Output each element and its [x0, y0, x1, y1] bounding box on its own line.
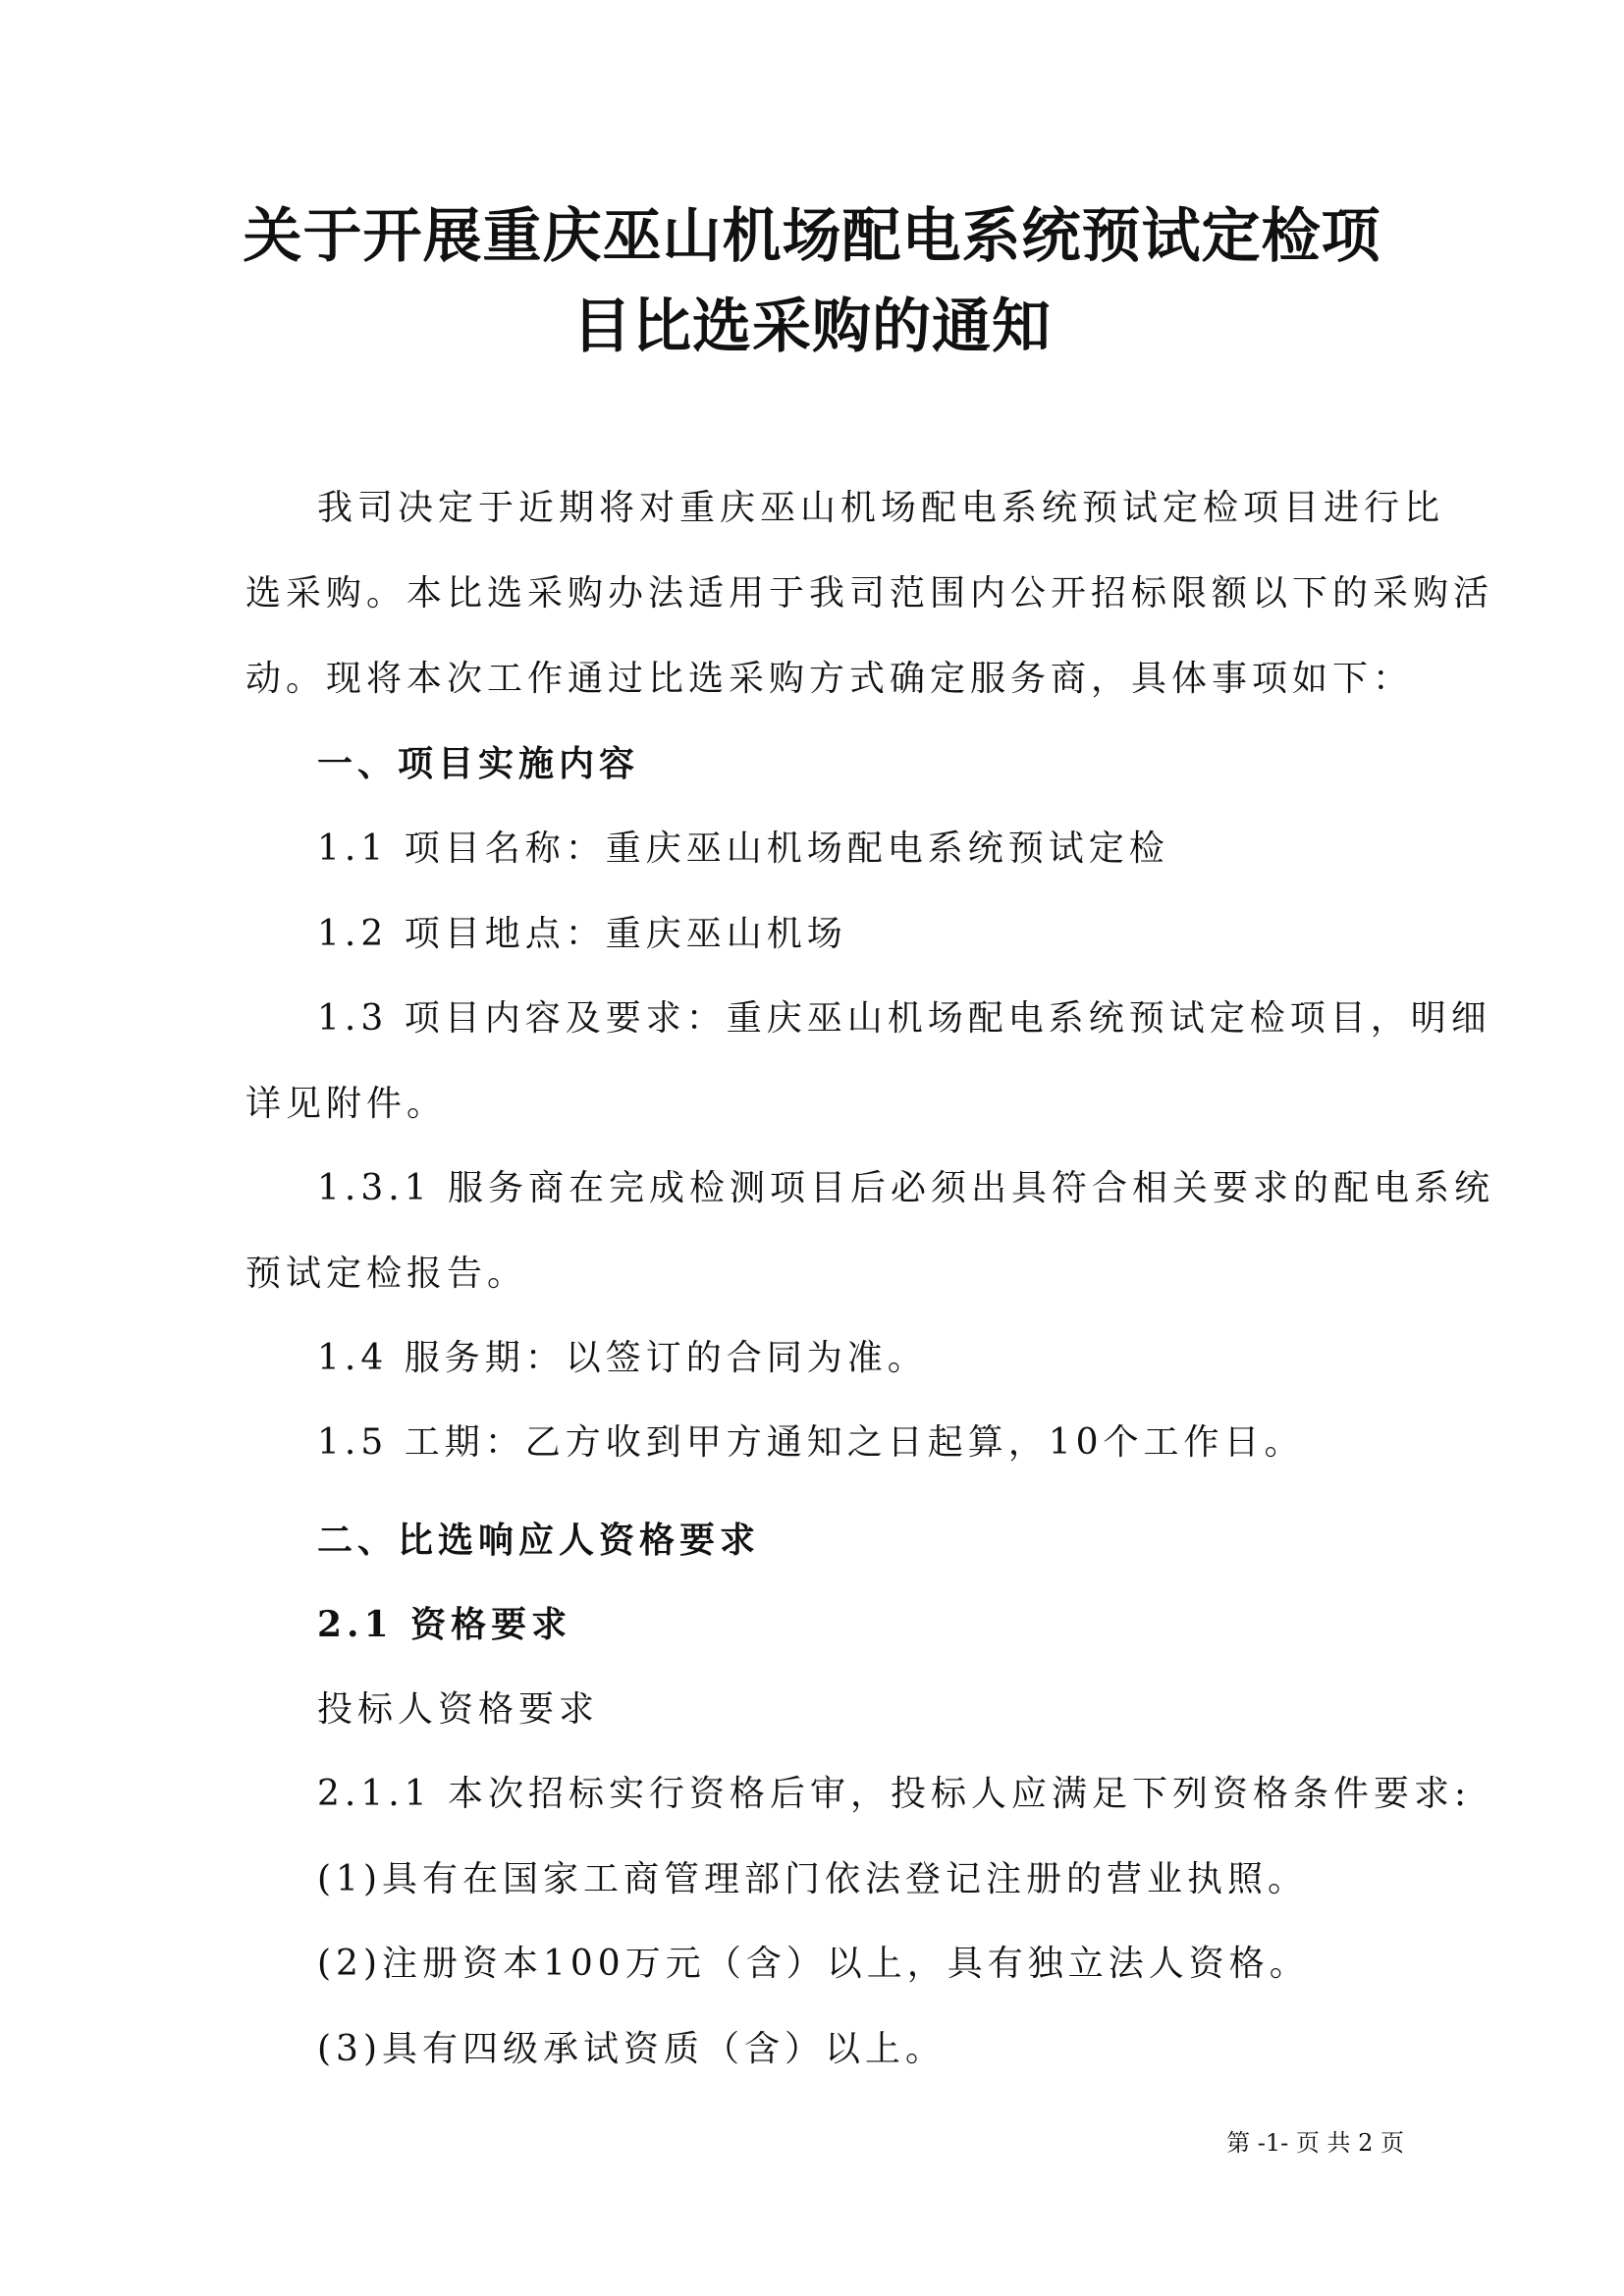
section-2-heading: 二、比选响应人资格要求: [317, 1520, 761, 1561]
subsection-2-1-heading: 2.1 资格要求: [317, 1604, 572, 1645]
intro-line-3: 动。现将本次工作通过比选采购方式确定服务商，具体事项如下：: [245, 659, 1414, 699]
item-1-4: 1.4 服务期：以签订的合同为准。: [317, 1338, 928, 1378]
item-2-1-1: 2.1.1 本次招标实行资格后审，投标人应满足下列资格条件要求:: [317, 1774, 1472, 1814]
document-title-line-1: 关于开展重庆巫山机场配电系统预试定检项: [243, 202, 1381, 271]
requirement-1: (1)具有在国家工商管理部门依法登记注册的营业执照。: [317, 1859, 1308, 1899]
item-1-3-line-2: 详见附件。: [245, 1084, 448, 1124]
item-1-3-line-1: 1.3 项目内容及要求：重庆巫山机场配电系统预试定检项目，明细: [317, 998, 1491, 1039]
item-1-1: 1.1 项目名称：重庆巫山机场配电系统预试定检: [317, 828, 1169, 869]
item-1-5: 1.5 工期：乙方收到甲方通知之日起算，10个工作日。: [317, 1422, 1305, 1463]
item-1-3-1-line-2: 预试定检报告。: [245, 1254, 528, 1294]
item-1-3-1-line-1: 1.3.1 服务商在完成检测项目后必须出具符合相关要求的配电系统: [317, 1168, 1495, 1208]
section-1-heading: 一、项目实施内容: [317, 743, 640, 784]
requirement-3: (3)具有四级承试资质（含）以上。: [317, 2029, 946, 2069]
requirement-2: (2)注册资本100万元（含）以上，具有独立法人资格。: [317, 1944, 1310, 1984]
document-title-line-2: 目比选采购的通知: [572, 293, 1052, 361]
page-number: 第 -1- 页 共 2 页: [1226, 2129, 1404, 2157]
intro-line-1: 我司决定于近期将对重庆巫山机场配电系统预试定检项目进行比: [317, 488, 1445, 528]
intro-line-2: 选采购。本比选采购办法适用于我司范围内公开招标限额以下的采购活: [245, 573, 1494, 614]
bidder-requirements-label: 投标人资格要求: [317, 1689, 600, 1730]
item-1-2: 1.2 项目地点：重庆巫山机场: [317, 914, 847, 954]
